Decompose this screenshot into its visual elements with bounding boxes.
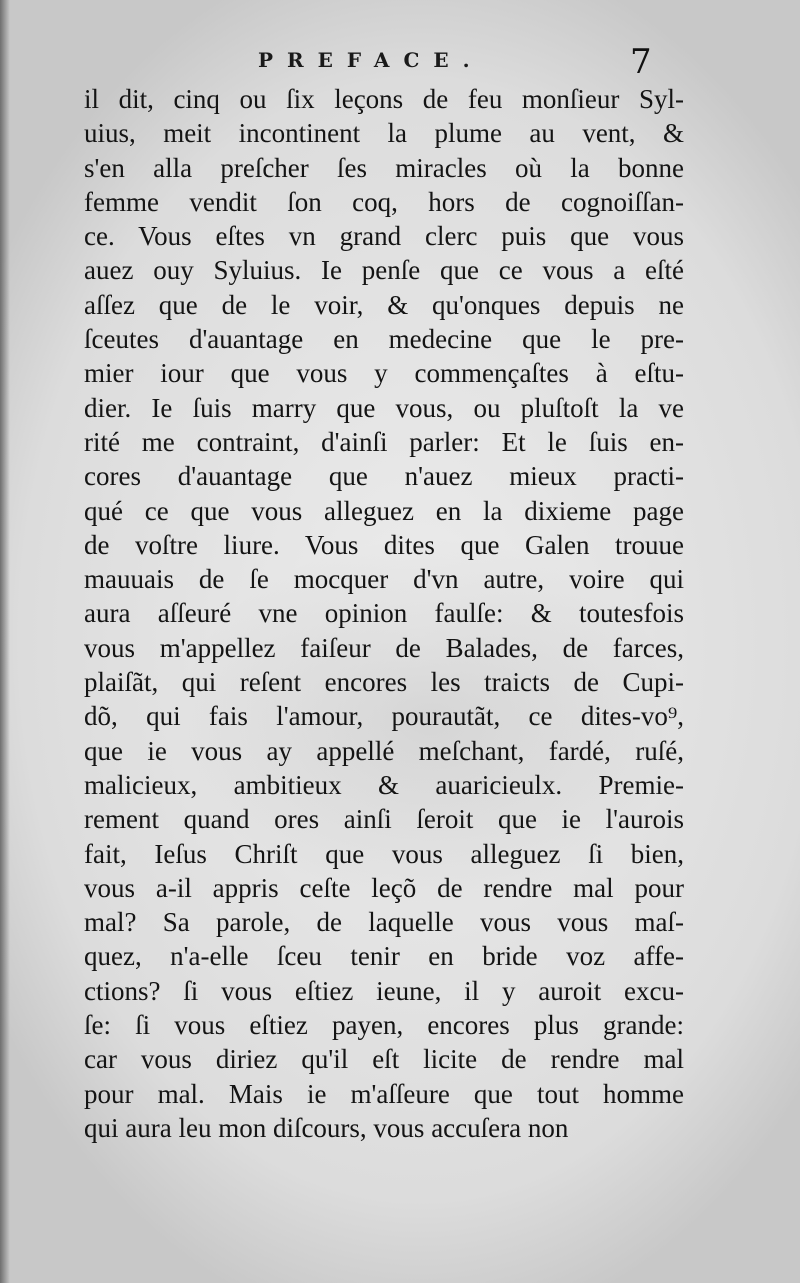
- text-line: car vous diriez qu'il eſt licite de rendre mal: [84, 1044, 684, 1075]
- text-line: s'en alla preſcher ſes miracles où la bonne: [84, 152, 684, 183]
- text-line: vous m'appellez faiſeur de Balades, de farces,: [84, 632, 684, 663]
- body-text: [84, 82, 684, 1145]
- text-line: ſe: ſi vous eſtiez payen, encores plus grande:: [84, 1010, 684, 1041]
- text-line: uius, meit incontinent la plume au vent, &: [84, 118, 684, 149]
- running-title: PREFACE.: [258, 48, 484, 72]
- text-line: aura aſſeuré vne opinion faulſe: & toutesfois: [84, 598, 684, 629]
- text-line: malicieux, ambitieux & auaricieulx. Premie-: [84, 769, 684, 800]
- text-line: pour mal. Mais ie m'aſſeure que tout homme: [84, 1078, 684, 1109]
- text-line: rité me contraint, d'ainſi parler: Et le ſuis en-: [84, 426, 684, 457]
- text-line: femme vendit ſon coq, hors de cognoiſſan-: [84, 186, 684, 217]
- text-line: aſſez que de le voir, & qu'onques depuis ne: [84, 289, 684, 320]
- text-line: cores d'auantage que n'auez mieux practi-: [84, 461, 684, 492]
- text-line: de voſtre liure. Vous dites que Galen trouue: [84, 529, 684, 560]
- text-line: quez, n'a-elle ſceu tenir en bride voz affe-: [84, 941, 684, 972]
- text-line: dõ, qui fais l'amour, pourautãt, ce dites-vo⁹,: [84, 701, 684, 732]
- text-line: ſceutes d'auantage en medecine que le pre-: [84, 324, 684, 355]
- text-line: mauuais de ſe mocquer d'vn autre, voire qui: [84, 564, 684, 595]
- text-line: rement quand ores ainſi ſeroit que ie l'aurois: [84, 804, 684, 835]
- text-line: dier. Ie ſuis marry que vous, ou pluſtoſt la ve: [84, 392, 684, 423]
- text-line: qui aura leu mon diſcours, vous accuſera non: [84, 1112, 569, 1143]
- text-line: que ie vous ay appellé meſchant, fardé, ruſé,: [84, 735, 684, 766]
- text-line: plaiſãt, qui reſent encores les traicts de Cupi-: [84, 667, 684, 698]
- text-line: ce. Vous eſtes vn grand clerc puis que vous: [84, 221, 684, 252]
- text-line: auez ouy Syluius. Ie penſe que ce vous a eſté: [84, 255, 684, 286]
- running-head: [0, 38, 800, 82]
- text-line: qué ce que vous alleguez en la dixieme page: [84, 495, 684, 526]
- page-number: 7: [630, 42, 652, 82]
- text-line: mal? Sa parole, de laquelle vous vous maſ-: [84, 907, 684, 938]
- text-line: ctions? ſi vous eſtiez ieune, il y auroit excu-: [84, 975, 684, 1006]
- text-line: il dit, cinq ou ſix leçons de feu monſieur Syl-: [84, 84, 684, 114]
- text-line: mier iour que vous y commençaſtes à eſtu-: [84, 358, 684, 389]
- page-gutter-shadow: [0, 0, 10, 1283]
- text-line: vous a-il appris ceſte leçõ de rendre mal pour: [84, 872, 684, 903]
- text-line: fait, Ieſus Chriſt que vous alleguez ſi bien,: [84, 838, 684, 869]
